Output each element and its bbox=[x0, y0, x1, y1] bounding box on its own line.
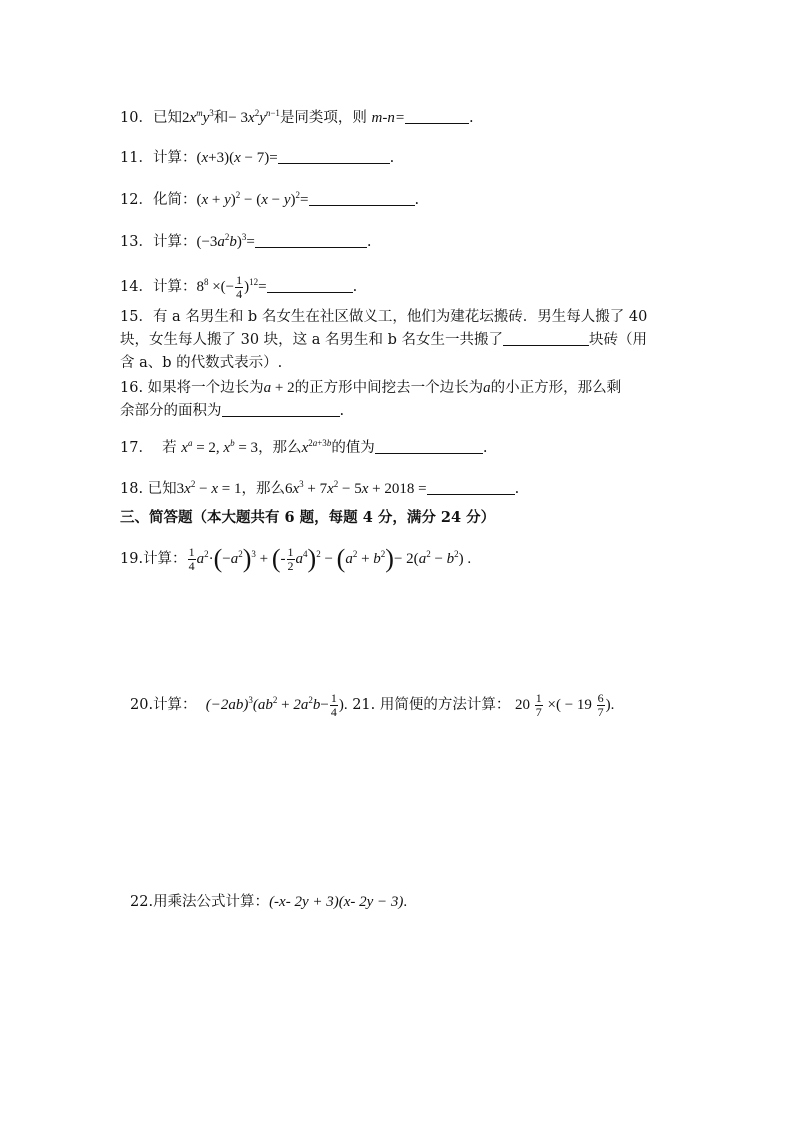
question-19 bbox=[120, 542, 471, 576]
question-15 bbox=[120, 306, 676, 375]
question-12 bbox=[120, 190, 419, 210]
q12-answer-blank[interactable] bbox=[309, 191, 415, 206]
q16-line-1a: 16. 如果将一个边长为 bbox=[120, 380, 264, 396]
q14-number: 14． bbox=[120, 279, 153, 295]
q10-answer-blank[interactable] bbox=[405, 109, 469, 124]
q18-lead: 已知 bbox=[147, 481, 177, 497]
q12-lead: 化简： bbox=[152, 192, 197, 208]
q16-line-1c: 的小正方形，那么剩 bbox=[490, 380, 622, 396]
q20-expression: $(-2ab)^3(ab^2 + 2a^2b-$ $\frac{1}{4}$ ). bbox=[205, 691, 348, 720]
q11-expression: (x+3)(x − 7)= bbox=[196, 150, 278, 166]
q16-expr-a-plus-2: a + 2 bbox=[263, 380, 295, 396]
q19-expression: $\frac{1}{4}$ $a^2\cdot(-a^2)^3$ + (- $\frac{1}{2}$ $a^4)^2 - (a^2 + b^2)- 2(a^2 - b^2)$ . bbox=[188, 544, 472, 574]
q16-end: . bbox=[339, 403, 345, 419]
q19-number: 19. bbox=[120, 551, 144, 567]
question-17 bbox=[120, 438, 487, 458]
q15-line-1: 15．有 a 名男生和 b 名女生在社区做义工，他们为建花坛搬砖．男生每人搬了 40 bbox=[120, 309, 648, 325]
q11-lead: 计算： bbox=[152, 150, 197, 166]
q17-mid: ，那么 bbox=[258, 440, 302, 456]
q19-lead: 计算： bbox=[143, 551, 187, 567]
q11-answer-blank[interactable] bbox=[278, 149, 390, 164]
question-10 bbox=[120, 108, 474, 128]
section-3-heading: 三、简答题（本大题共有 6 题，每题 4 分，满分 24 分） bbox=[120, 509, 496, 526]
q13-number: 13． bbox=[120, 234, 153, 250]
q22-number: 22. bbox=[130, 894, 154, 910]
q10-term1: $2x^my^3$ bbox=[181, 108, 214, 126]
q11-end: . bbox=[389, 150, 395, 166]
q12-number: 12． bbox=[120, 192, 153, 208]
q20-number: 20. bbox=[130, 697, 154, 713]
question-22 bbox=[130, 892, 407, 912]
q18-number: 18. bbox=[120, 481, 144, 497]
q15-answer-blank[interactable] bbox=[503, 331, 589, 346]
q22-expression: (-x- 2y + 3)(x- 2y − 3). bbox=[269, 894, 408, 910]
q22-lead: 用乘法公式计算： bbox=[153, 894, 270, 910]
question-20-21 bbox=[130, 690, 614, 720]
q14-answer-blank[interactable] bbox=[267, 278, 353, 293]
q17-tail: 的值为 bbox=[331, 440, 375, 456]
q10-ask: m-n= bbox=[371, 110, 405, 126]
question-14 bbox=[120, 272, 357, 302]
q13-expression: $(-3a^2b)^3=$ bbox=[196, 232, 255, 250]
q14-lead: 计算： bbox=[152, 279, 197, 295]
q15-line-3: 含 a、b 的代数式表示）. bbox=[120, 355, 283, 371]
question-16 bbox=[120, 377, 676, 423]
q15-line-2b: 块砖（用 bbox=[589, 332, 648, 348]
q10-number: 10． bbox=[120, 110, 153, 126]
q12-end: . bbox=[414, 192, 420, 208]
q16-line-1b: 的正方形中间挖去一个边长为 bbox=[294, 380, 484, 396]
q16-line-2 bbox=[120, 400, 676, 423]
q10-end: . bbox=[469, 110, 474, 126]
q18-condition: $3x^2 - x = 1$ bbox=[176, 479, 242, 497]
q13-answer-blank[interactable] bbox=[255, 233, 367, 248]
q17-condition: $x^a = 2$, $x^b = 3$ bbox=[181, 438, 259, 456]
q10-mid: 和 bbox=[213, 110, 229, 126]
question-18 bbox=[120, 479, 519, 499]
q20-lead: 计算： bbox=[153, 697, 197, 713]
q16-line-1 bbox=[120, 377, 676, 400]
q16-answer-blank[interactable] bbox=[222, 402, 340, 417]
q14-expression: $8^8$ ×(− $\frac{1}{4}$ )$^{12}$= bbox=[196, 273, 267, 302]
q16-expr-a: a bbox=[483, 380, 491, 396]
q18-expression: $6x^3 + 7x^2 - 5x + 2018$ = bbox=[284, 479, 427, 497]
question-13 bbox=[120, 232, 372, 252]
q13-end: . bbox=[366, 234, 372, 250]
q10-tail: 是同类项，则 bbox=[279, 110, 367, 126]
q14-end: . bbox=[352, 279, 358, 295]
q10-term2: − $3x^2y^{n-1}$ bbox=[228, 108, 280, 126]
q21-lead: 用简便的方法计算： bbox=[379, 697, 511, 713]
q17-end: . bbox=[482, 440, 488, 456]
q11-number: 11． bbox=[120, 150, 153, 166]
q17-answer-blank[interactable] bbox=[375, 439, 483, 454]
q17-expression: $x^{2a+3b}$ bbox=[301, 438, 332, 456]
q10-lead: 已知 bbox=[152, 110, 182, 126]
q13-lead: 计算： bbox=[152, 234, 197, 250]
q12-expression: $(x + y)^2 - (x - y)^2=$ bbox=[196, 190, 309, 208]
q16-line-2-text: 余部分的面积为 bbox=[120, 403, 222, 419]
q21-number: 21. bbox=[352, 697, 376, 713]
q18-end: . bbox=[514, 481, 520, 497]
q15-line-2a: 块，女生每人搬了 30 块，这 a 名男生和 b 名女生一共搬了 bbox=[120, 332, 504, 348]
q21-expression: 20 $\frac{1}{7}$ ×( − 19 $\frac{6}{7}$ ). bbox=[514, 691, 615, 720]
q17-lead: 若 bbox=[162, 440, 177, 456]
q15-line-2 bbox=[120, 329, 676, 352]
question-11 bbox=[120, 148, 394, 168]
q18-mid: ，那么 bbox=[241, 481, 285, 497]
q17-number: 17． bbox=[120, 440, 153, 456]
q18-answer-blank[interactable] bbox=[427, 480, 515, 495]
